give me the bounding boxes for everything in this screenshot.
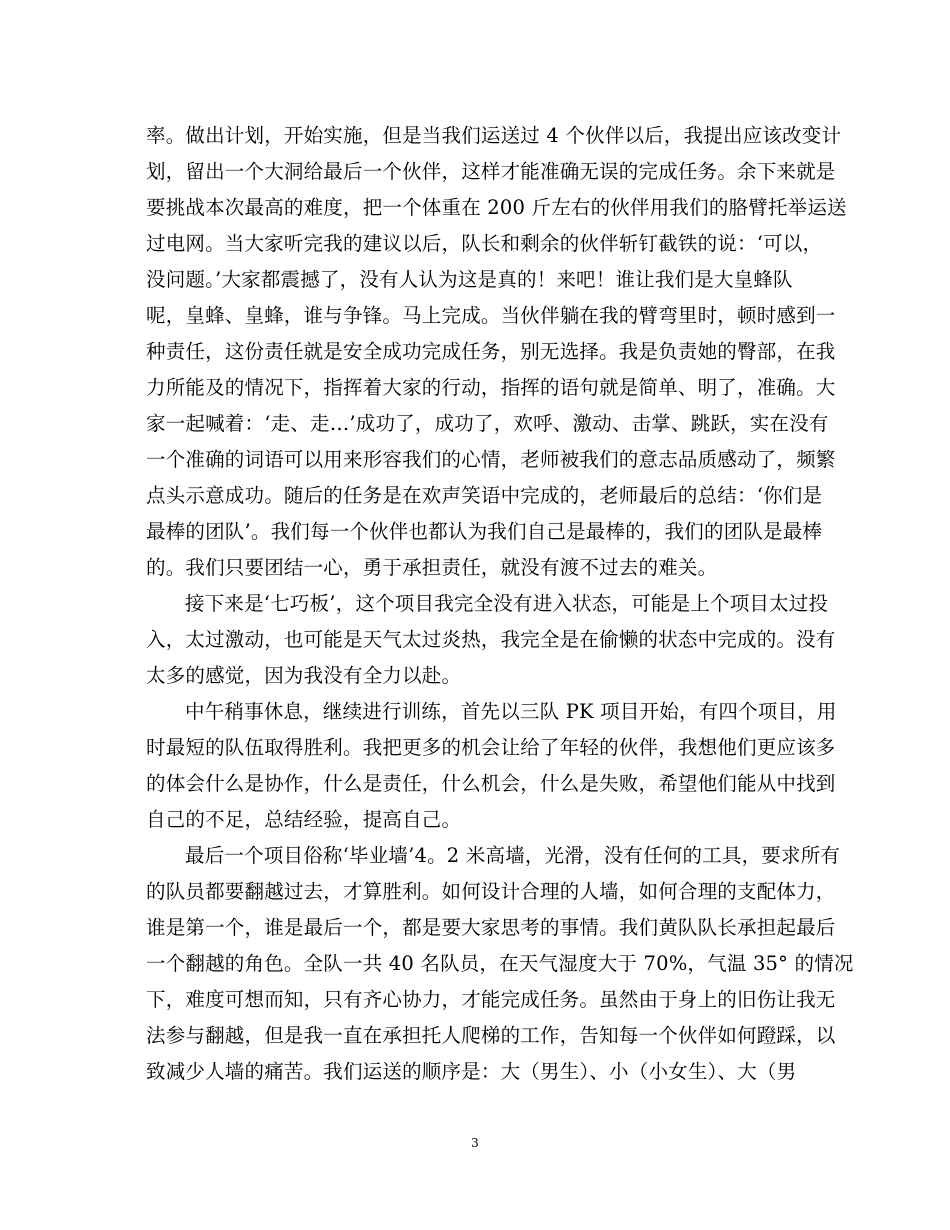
text-line: 划，留出一个大洞给最后一个伙伴，这样才能准确无误的完成任务。余下来就是 <box>146 160 836 183</box>
text-line: 自己的不足，总结经验，提高自己。 <box>146 808 462 831</box>
text-line: 率。做出计划，开始实施，但是当我们运送过 4 个伙伴以后，我提出应该改变计 <box>146 124 842 147</box>
text-line: 一个翻越的角色。全队一共 40 名队员，在天气湿度大于 70%，气温 35° 的情况 <box>146 952 854 975</box>
text-line: 最棒的团队’。我们每一个伙伴也都认为我们自己是最棒的，我们的团队是最棒 <box>146 520 823 543</box>
text-line: 的体会什么是协作，什么是责任，什么机会，什么是失败，希望他们能从中找到 <box>146 772 836 795</box>
body-text <box>146 118 854 1090</box>
text-line: 的队员都要翻越过去，才算胜利。如何设计合理的人墙，如何合理的支配体力， <box>146 880 836 903</box>
text-line: 过电网。当大家听完我的建议以后，队长和剩余的伙伴斩钉截铁的说：‘可以， <box>146 232 823 255</box>
page-number: 3 <box>471 1136 479 1150</box>
text-line: 呢，皇蜂、皇蜂，谁与争锋。马上完成。当伙伴躺在我的臂弯里时，顿时感到一 <box>146 304 836 327</box>
text-line: 的。我们只要团结一心，勇于承担责任，就没有渡不过去的难关。 <box>146 556 718 579</box>
text-line: 没问题。’大家都震撼了，没有人认为这是真的！来吧！谁让我们是大皇蜂队 <box>146 268 793 291</box>
text-line: 法参与翻越，但是我一直在承担托人爬梯的工作，告知每一个伙伴如何蹬踩，以 <box>146 1024 836 1047</box>
text-line: 力所能及的情况下，指挥着大家的行动，指挥的语句就是简单、明了，准确。大 <box>146 376 836 399</box>
text-line: 接下来是‘七巧板’，这个项目我完全没有进入状态，可能是上个项目太过投 <box>185 592 829 615</box>
text-line: 种责任，这份责任就是安全成功完成任务，别无选择。我是负责她的臀部，在我 <box>146 340 836 363</box>
text-line: 时最短的队伍取得胜利。我把更多的机会让给了年轻的伙伴，我想他们更应该多 <box>146 736 836 759</box>
text-line: 太多的感觉，因为我没有全力以赴。 <box>146 664 462 687</box>
text-line: 最后一个项目俗称‘毕业墙’4。2 米高墙，光滑，没有任何的工具，要求所有 <box>185 844 841 867</box>
text-line: 入，太过激动，也可能是天气太过炎热，我完全是在偷懒的状态中完成的。没有 <box>146 628 836 651</box>
text-line: 家一起喊着：‘走、走…’成功了，成功了，欢呼、激动、击掌、跳跃，实在没有 <box>146 412 829 435</box>
text-line: 致减少人墙的痛苦。我们运送的顺序是：大（男生）、小（小女生）、大（男 <box>146 1060 797 1083</box>
text-line: 下，难度可想而知，只有齐心协力，才能完成任务。虽然由于身上的旧伤让我无 <box>146 988 836 1011</box>
text-line: 点头示意成功。随后的任务是在欢声笑语中完成的，老师最后的总结：‘你们是 <box>146 484 823 507</box>
text-line: 一个准确的词语可以用来形容我们的心情，老师被我们的意志品质感动了，频繁 <box>146 448 836 471</box>
text-line: 中午稍事休息，继续进行训练，首先以三队 PK 项目开始，有四个项目，用 <box>185 700 837 723</box>
text-line: 要挑战本次最高的难度，把一个体重在 200 斤左右的伙伴用我们的胳臂托举运送 <box>146 196 847 219</box>
text-line: 谁是第一个，谁是最后一个，都是要大家思考的事情。我们黄队队长承担起最后 <box>146 916 836 939</box>
